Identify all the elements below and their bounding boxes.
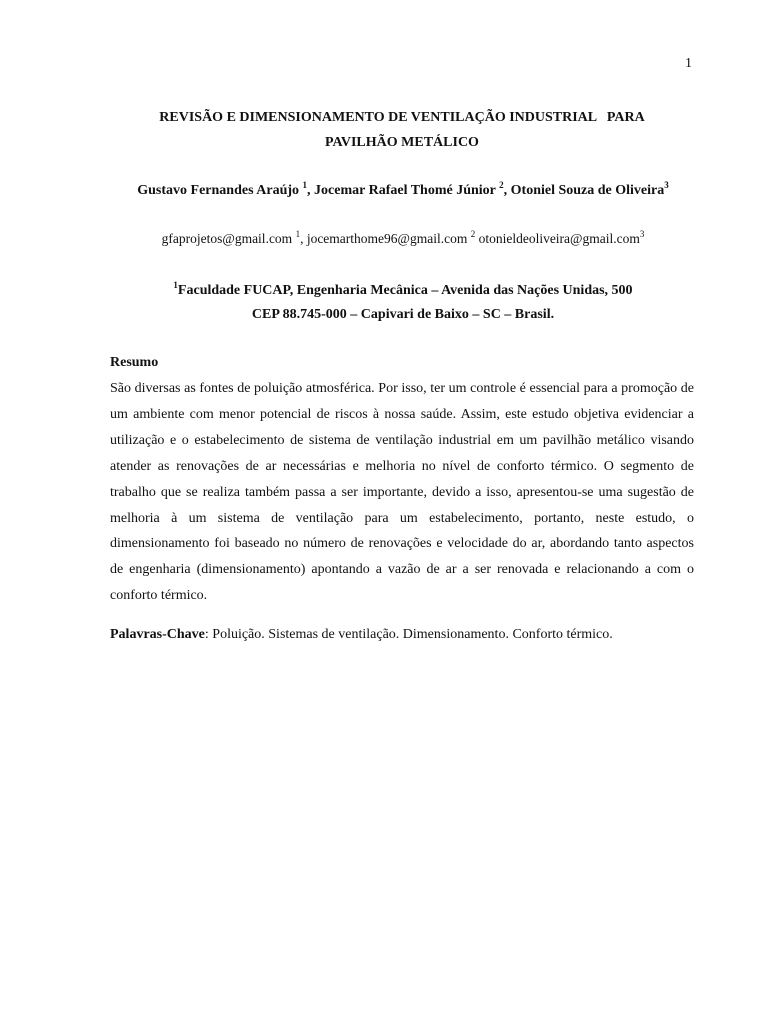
keywords-text: : Poluição. Sistemas de ventilação. Dimensionamento. Conforto térmico. xyxy=(204,627,613,642)
abstract-text: São diversas as fontes de poluição atmosférica. Por isso, ter um controle é essencial para a promoção de um ambiente com menor potencial de riscos à nossa saúde. Assim, este estudo objetiva evidenciar a utilização e o estabelecimento de sistema de ventilação industrial em um pavilhão metálico visando atender as renovações de ar necessárias e melhoria no nível de conforto térmico. O segmento de trabalho que se realiza também passa a ser importante, devido a isso, apresentou-se uma sugestão de melhoria à um sistema de ventilação para um estabelecimento, portanto, neste estudo, o dimensionamento foi baseado no número de renovações e velocidade do ar, abordando tanto aspectos de engenharia (dimensionamento) apontando a vazão de ar a ser renovada e relacionando a com o conforto térmico. xyxy=(110,381,694,604)
email-address: otonieldeoliveira@gmail.com xyxy=(478,231,640,246)
keywords-paragraph xyxy=(110,624,694,646)
email-address: gfaprojetos@gmail.com xyxy=(161,231,293,246)
page-number: 1 xyxy=(685,56,692,71)
author-list xyxy=(108,178,698,203)
affiliation-text: Faculdade FUCAP, Engenharia Mecânica – Avenida das Nações Unidas, 500 xyxy=(177,283,633,298)
email-affiliation-mark: 3 xyxy=(639,229,645,239)
email-affiliation-mark: 2 xyxy=(470,229,476,239)
author-name: Gustavo Fernandes Araújo xyxy=(137,183,300,198)
email-affiliation-mark: 1 xyxy=(295,229,301,239)
affiliation-line xyxy=(100,279,706,303)
author-affiliation-mark: 3 xyxy=(664,180,669,190)
email-address: , jocemarthome96@gmail.com xyxy=(300,231,468,246)
abstract-heading: Resumo xyxy=(110,355,159,370)
author-affiliation-mark: 1 xyxy=(302,180,308,190)
affiliation-mark: 1 xyxy=(173,280,178,290)
keywords-label: Palavras-Chave xyxy=(110,627,205,642)
author-name: , Otoniel Souza de Oliveira xyxy=(503,183,665,198)
paper-title: REVISÃO E DIMENSIONAMENTO DE VENTILAÇÃO INDUSTRIAL PARA PAVILHÃO METÁLICO xyxy=(159,110,645,150)
affiliation-address: CEP 88.745-000 – Capivari de Baixo – SC – Brasil. xyxy=(251,307,555,322)
author-emails xyxy=(100,229,706,249)
author-name: , Jocemar Rafael Thomé Júnior xyxy=(307,183,496,198)
affiliation-block xyxy=(100,279,706,327)
author-affiliation-mark: 2 xyxy=(499,180,504,190)
